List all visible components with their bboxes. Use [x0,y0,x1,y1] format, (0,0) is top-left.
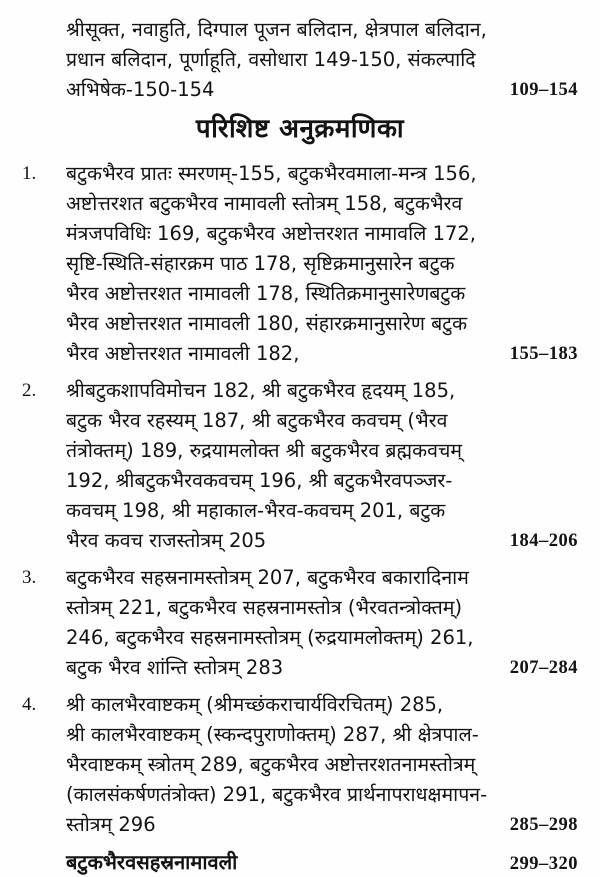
text-line: श्रीसूक्त, नवाहुति, दिग्पाल पूजन बलिदान, क्षेत्रपाल बलिदान, [66,18,487,41]
text-line: अष्टोत्तरशत बटुकभैरव नामावली स्तोत्रम् 158, बटुकभैरव [66,192,463,215]
text-line: श्रीबटुकशापविमोचन 182, श्री बटुकभैरव हृदयम् 185, [66,379,456,402]
text-line: बटुक भैरव रहस्यम् 187, श्री बटुकभैरव कवचम् (भैरव [66,409,448,432]
toc-item [22,563,578,683]
text-line: बटुक भैरव शांन्ति स्तोत्रम् 283 [66,656,284,679]
item-page-range: 207–284 [509,658,578,678]
toc-footer-entry [22,847,578,877]
toc-intro-entry [22,15,578,105]
text-line: 246, बटुकभैरव सहस्रनामस्तोत्रम् (रुद्रयामलोक्तम्) 261, [66,626,474,649]
item-text [66,690,502,840]
item-number: 4. [22,694,37,715]
text-line: बटुकभैरव सहस्रनामस्तोत्रम् 207, बटुकभैरव बकारादिनाम [66,566,469,589]
item-page-range: 285–298 [509,815,578,835]
item-text [66,563,502,683]
toc-item [22,159,578,369]
text-line: (कालसंकर्षणतंत्रोक्त) 291, बटुकभैरव प्रार्थनापराधक्षमापन- [66,783,488,806]
intro-text [66,15,502,105]
text-line: 192, श्रीबटुकभैरवकवचम् 196, श्री बटुकभैरवपञ्जर- [66,469,453,492]
item-number: 1. [22,163,37,184]
item-page-range: 184–206 [509,531,578,551]
text-line: भैरवाष्टकम् स्त्रोतम् 289, बटुकभैरव अष्टोत्तरशतनामस्तोत्रम् [66,753,476,776]
text-line: तंत्रोक्तम्) 189, रुद्रयामलोक्त श्री बटुकभैरव ब्रह्मकवचम् [66,439,462,462]
text-line: अभिषेक-150-154 [66,78,215,101]
text-line: श्री कालभैरवाष्टकम् (स्कन्दपुराणोक्तम्) 287, श्री क्षेत्रपाल- [66,723,479,746]
footer-page-range: 299–320 [509,854,578,874]
toc-items [22,159,578,840]
item-text [66,159,502,369]
text-line: भैरव कवच राजस्तोत्रम् 205 [66,529,267,552]
text-line: श्री कालभैरवाष्टकम् (श्रीमच्छंकराचार्यविरचितम्) 285, [66,693,444,716]
text-line: बटुकभैरव प्रातः स्मरणम्-155, बटुकभैरवमाला-मन्त्र 156, [66,162,477,185]
text-line: मंत्रजपविधिः 169, बटुकभैरव अष्टोत्तरशत नामावलि 172, [66,222,476,245]
item-page-range: 155–183 [509,344,578,364]
item-number: 2. [22,380,37,401]
text-line: प्रधान बलिदान, पूर्णाहूति, वसोधारा 149-150, संकल्पादि [66,48,476,71]
toc-item [22,376,578,556]
text-line: कवचम् 198, श्री महाकाल-भैरव-कवचम् 201, बटुक [66,499,446,522]
text-line: भैरव अष्टोत्तरशत नामावली 180, संहारक्रमानुसारेण बटुक [66,312,468,335]
text-line: भैरव अष्टोत्तरशत नामावली 178, स्थितिक्रमानुसारेणबटुक [66,282,466,305]
item-number: 3. [22,567,37,588]
intro-page-range: 109–154 [509,80,578,100]
item-text [66,376,502,556]
text-line: सृष्टि-स्थिति-संहारक्रम पाठ 178, सृष्टिक्रमानुसारेन बटुक [66,252,455,275]
footer-title: बटुकभैरवसहस्रनामावली [66,850,238,874]
toc-item [22,690,578,840]
text-line: स्तोत्रम् 221, बटुकभैरव सहस्रनामस्तोत्र (भैरवतन्त्रोक्तम्) [66,596,463,619]
page-title: परिशिष्ट अनुक्रमणिका [195,114,405,144]
text-line: भैरव अष्टोत्तरशत नामावली 182, [66,342,300,365]
text-line: स्तोत्रम् 296 [66,813,156,836]
